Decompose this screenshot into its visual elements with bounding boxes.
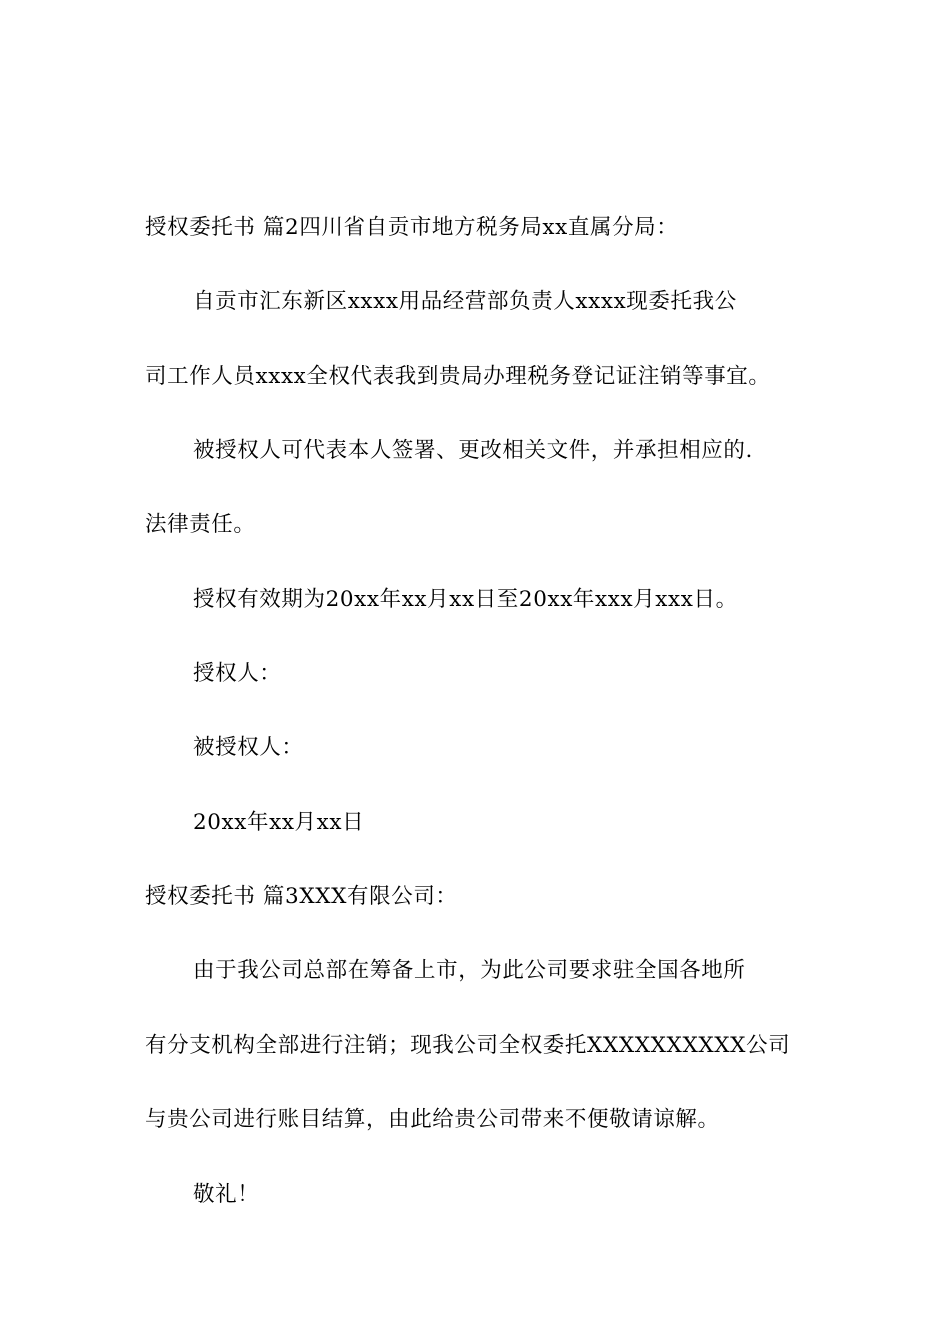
heading-line-1: 授权委托书 篇2四川省自贡市地方税务局xx直属分局： bbox=[145, 215, 679, 240]
paragraph-line-2: 自贡市汇东新区xxxx用品经营部负责人xxxx现委托我公 bbox=[193, 289, 737, 314]
paragraph-line-11: 由于我公司总部在筹备上市，为此公司要求驻全国各地所 bbox=[193, 958, 746, 983]
grantor-label: 授权人： bbox=[193, 661, 282, 686]
paragraph-line-6: 授权有效期为20xx年xx月xx日至20xx年xxx月xxx日。 bbox=[193, 587, 738, 612]
paragraph-line-13: 与贵公司进行账目结算，由此给贵公司带来不便敬请谅解。 bbox=[145, 1107, 720, 1132]
grantee-label: 被授权人： bbox=[193, 735, 304, 760]
closing-line: 敬礼！ bbox=[193, 1182, 260, 1207]
heading-line-10: 授权委托书 篇3XXX有限公司： bbox=[145, 884, 458, 909]
paragraph-line-4: 被授权人可代表本人签署、更改相关文件，并承担相应的. bbox=[193, 438, 753, 463]
paragraph-line-3: 司工作人员xxxx全权代表我到贵局办理税务登记证注销等事宜。 bbox=[145, 364, 771, 389]
paragraph-line-5: 法律责任。 bbox=[145, 512, 256, 537]
date-line: 20xx年xx月xx日 bbox=[193, 810, 365, 835]
paragraph-line-12: 有分支机构全部进行注销；现我公司全权委托XXXXXXXXXX公司 bbox=[145, 1033, 791, 1058]
